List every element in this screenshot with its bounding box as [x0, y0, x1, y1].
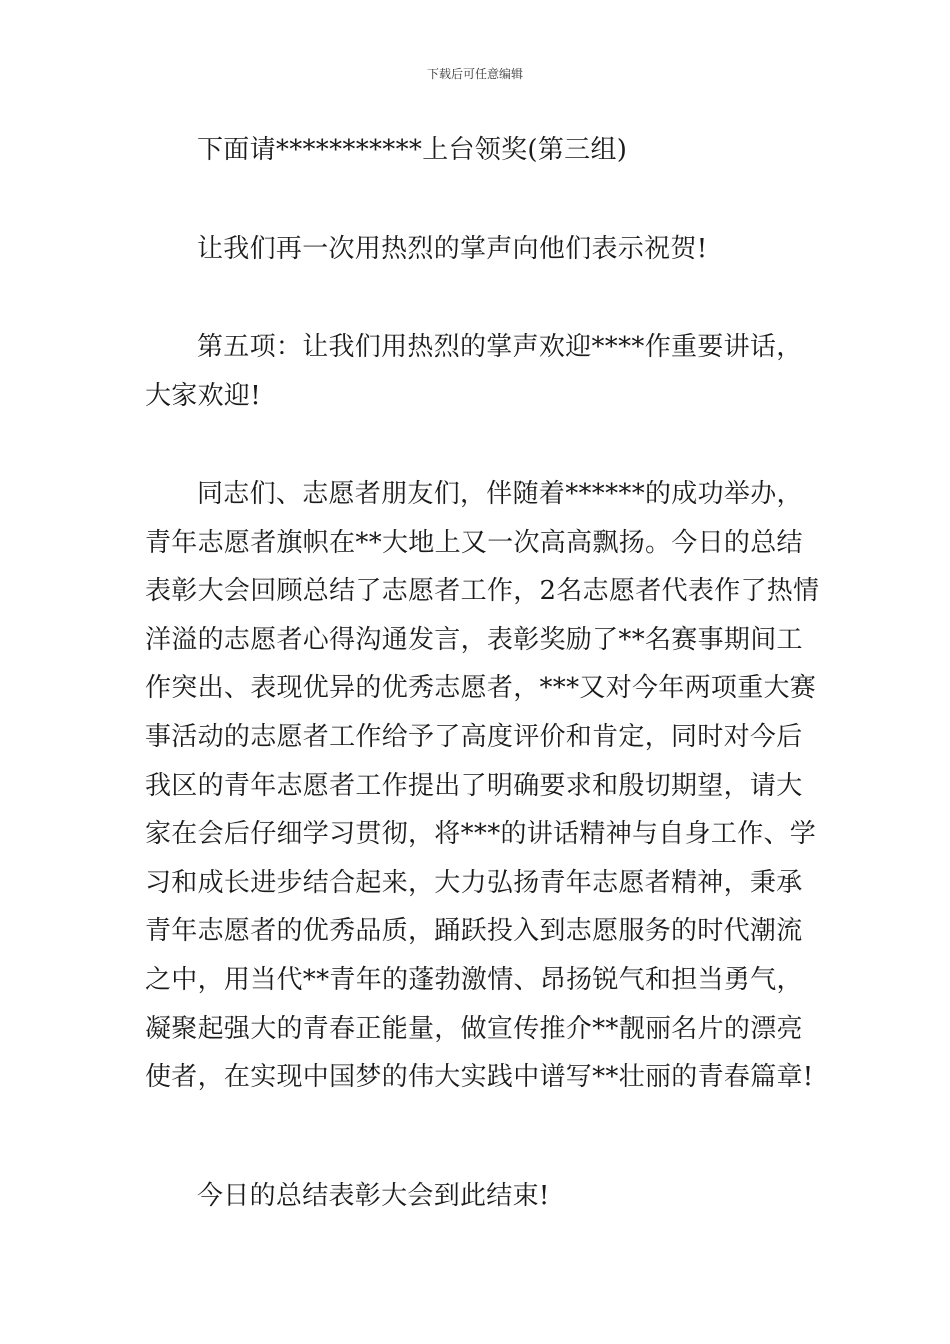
paragraph-line: 洋溢的志愿者心得沟通发言，表彰奖励了**名赛事期间工	[145, 624, 803, 655]
paragraph-line: 让我们再一次用热烈的掌声向他们表示祝贺!	[197, 234, 708, 264]
paragraph-line: 今日的总结表彰大会到此结束!	[197, 1181, 550, 1211]
paragraph-line: 青年志愿者的优秀品质，踊跃投入到志愿服务的时代潮流	[145, 916, 803, 947]
paragraph-meeting-end	[145, 1172, 815, 1221]
paragraph-line: 第五项：让我们用热烈的掌声欢迎****作重要讲话，	[197, 332, 803, 362]
paragraph-line: 下面请***********上台领奖(第三组)	[197, 135, 628, 165]
paragraph-line: 同志们、志愿者朋友们，伴随着******的成功举办，	[197, 479, 803, 509]
paragraph-line: 使者，在实现中国梦的伟大实践中谱写**壮丽的青春篇章!	[145, 1062, 814, 1093]
paragraph-award-group-three	[145, 126, 815, 175]
paragraph-line: 事活动的志愿者工作给予了高度评价和肯定，同时对今后	[145, 721, 803, 752]
paragraph-line: 表彰大会回顾总结了志愿者工作，2名志愿者代表作了热情	[145, 576, 820, 607]
paragraph-item-five	[145, 323, 815, 420]
paragraph-line: 大家欢迎!	[145, 380, 261, 411]
paragraph-line: 凝聚起强大的青春正能量，做宣传推介**靓丽名片的漂亮	[145, 1013, 803, 1044]
paragraph-closing-speech	[145, 470, 820, 1102]
paragraph-line: 习和成长进步结合起来，大力弘扬青年志愿者精神，秉承	[145, 867, 803, 898]
paragraph-applause	[145, 225, 815, 274]
page-header-note: 下载后可任意编辑	[426, 67, 523, 81]
paragraph-line: 青年志愿者旗帜在**大地上又一次高高飘扬。今日的总结	[145, 527, 803, 558]
paragraph-line: 之中，用当代**青年的蓬勃激情、昂扬锐气和担当勇气，	[145, 964, 803, 995]
paragraph-line: 我区的青年志愿者工作提出了明确要求和殷切期望，请大	[145, 770, 803, 801]
paragraph-line: 作突出、表现优异的优秀志愿者，***又对今年两项重大赛	[145, 673, 817, 704]
paragraph-line: 家在会后仔细学习贯彻，将***的讲话精神与自身工作、学	[145, 819, 817, 850]
